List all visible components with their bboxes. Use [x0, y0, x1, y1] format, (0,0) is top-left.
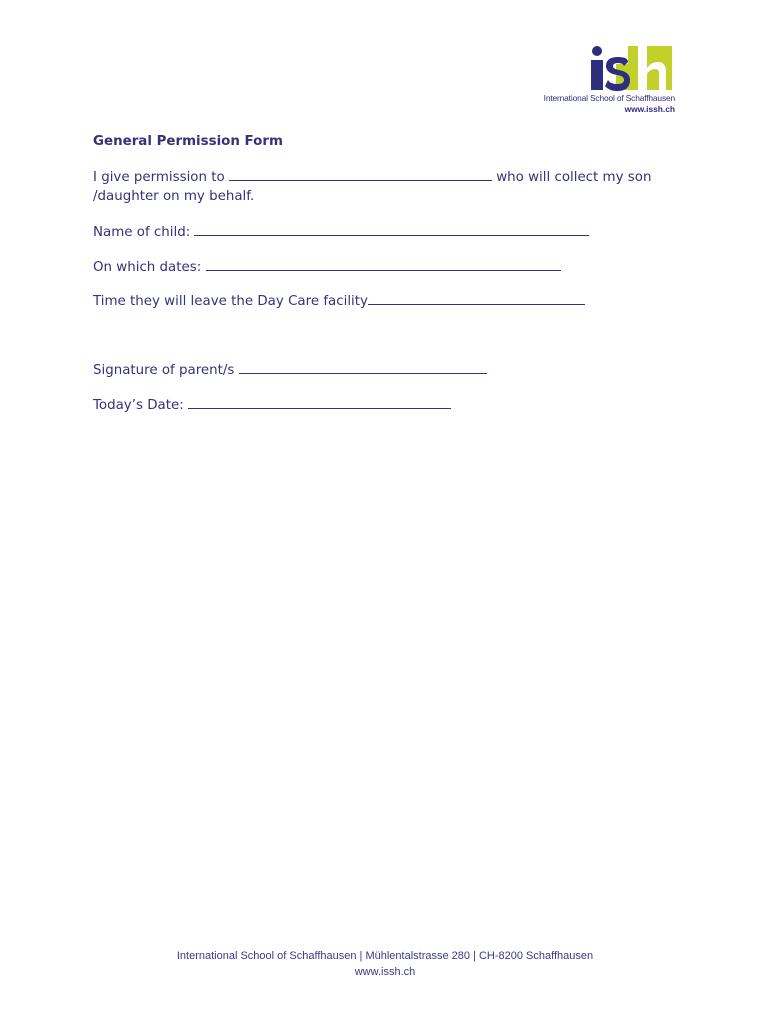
signature-field[interactable] — [239, 362, 487, 374]
logo-school-name: International School of Schaffhausen — [543, 93, 675, 103]
date-row — [93, 397, 451, 413]
footer-url: www.issh.ch — [354, 966, 416, 978]
child-name-row — [93, 224, 589, 240]
dates-row — [93, 259, 561, 275]
signature-label: Signature of parent/s — [93, 363, 239, 378]
leave-time-row — [93, 293, 585, 309]
logo-s — [605, 57, 630, 91]
child-name-field[interactable] — [194, 224, 589, 236]
permission-line — [93, 169, 651, 185]
footer-address: International School of Schaffhausen | Mühlentalstrasse 280 | CH-8200 Schaffhausen — [176, 950, 594, 962]
date-label: Today’s Date: — [93, 398, 188, 413]
logo-url: www.issh.ch — [624, 104, 675, 114]
permission-prefix: I give permission to — [93, 170, 229, 185]
logo-i-dot — [592, 46, 602, 56]
dates-field[interactable] — [206, 259, 561, 271]
signature-row — [93, 362, 487, 378]
isch-logo-mark — [538, 42, 678, 92]
collector-name-field[interactable] — [229, 169, 492, 181]
logo-i-stem — [591, 60, 603, 90]
school-logo — [538, 42, 678, 116]
logo-h-stem — [638, 46, 647, 90]
dates-label: On which dates: — [93, 260, 206, 275]
leave-time-label: Time they will leave the Day Care facility — [93, 294, 368, 309]
child-name-label: Name of child: — [93, 225, 195, 240]
date-field[interactable] — [188, 397, 451, 409]
form-title: General Permission Form — [93, 134, 283, 149]
permission-line-2: /daughter on my behalf. — [93, 189, 255, 204]
permission-suffix: who will collect my son — [491, 170, 652, 185]
leave-time-field[interactable] — [368, 293, 585, 305]
